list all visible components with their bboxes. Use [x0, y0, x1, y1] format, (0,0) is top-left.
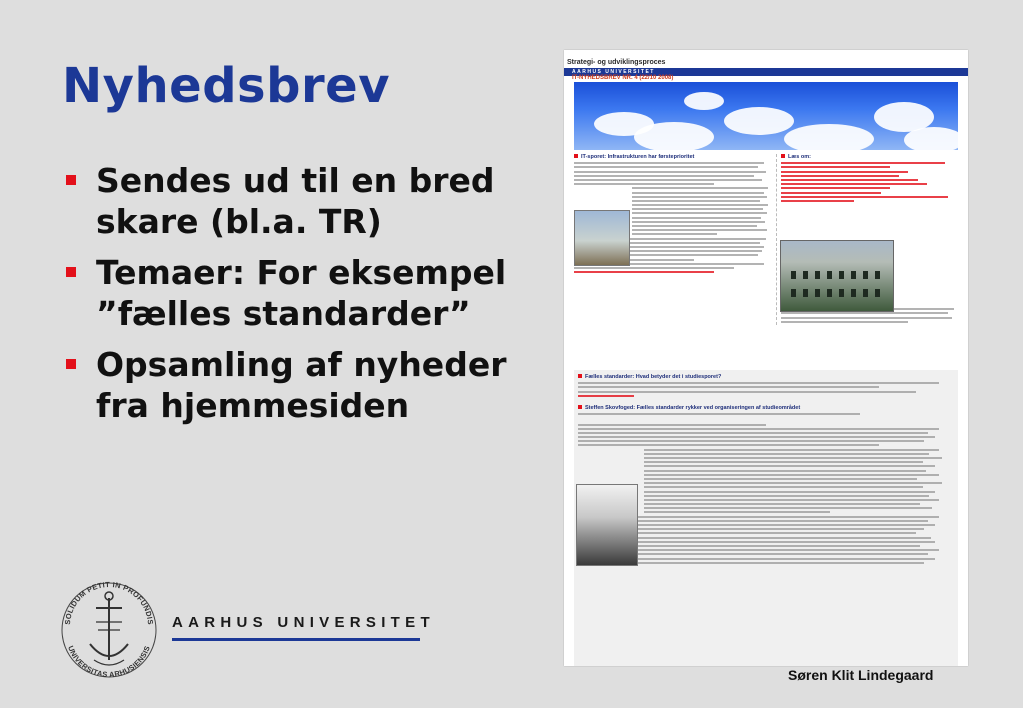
- newsletter-screenshot: [564, 50, 968, 666]
- section-marker-icon: [574, 154, 578, 158]
- bullet-item: [62, 344, 542, 426]
- bullet-marker-icon: [66, 175, 76, 185]
- bullet-item: [62, 252, 542, 334]
- newsletter-photo-portrait: [576, 484, 638, 566]
- seal-text-bottom: UNIVERSITAS ARHUSIENSIS: [66, 644, 152, 680]
- lower-heading-1: Fælles standarder: Hvad betyder det i studiesporet?: [585, 374, 722, 380]
- lower-heading-2: Steffen Skovfoged: Fælles standarder rykker ved organiseringen af studieområdet: [585, 404, 801, 411]
- bullet-list: [62, 160, 542, 436]
- section-marker-icon: [578, 374, 582, 378]
- seal-text-top: SOLIDUM PETIT IN PROFUNDIS: [62, 579, 156, 626]
- section-marker-icon: [781, 154, 785, 158]
- newsletter-photo-building: [780, 240, 894, 312]
- university-seal-icon: [58, 560, 160, 690]
- newsletter-header-title: Strategi- og udviklingsproces: [567, 59, 666, 66]
- bullet-text: Sendes ud til en bred skare (bl.a. TR): [96, 161, 495, 241]
- author-name: Søren Klit Lindegaard: [788, 667, 934, 683]
- bullet-item: [62, 160, 542, 242]
- newsletter-university: AARHUS UNIVERSITET: [572, 69, 655, 75]
- bullet-marker-icon: [66, 359, 76, 369]
- bullet-text: Opsamling af nyheder fra hjemmesiden: [96, 345, 507, 425]
- newsletter-sky-banner: [574, 82, 958, 150]
- bullet-text: Temaer: For eksempel ”fælles standarder”: [96, 253, 507, 333]
- slide-title: Nyhedsbrev: [62, 58, 390, 114]
- section-marker-icon: [578, 405, 582, 409]
- university-name: AARHUS UNIVERSITET: [172, 614, 435, 631]
- left-heading: IT-sporet: Infrastrukturen har førsteprioritet: [581, 154, 695, 160]
- university-rule: [172, 638, 420, 641]
- right-heading: Læs om:: [788, 154, 811, 160]
- newsletter-issue: IT-NYHEDSBREV NR. 4 (22/10 2008): [572, 75, 674, 81]
- newsletter-photo-person: [574, 210, 630, 266]
- bullet-marker-icon: [66, 267, 76, 277]
